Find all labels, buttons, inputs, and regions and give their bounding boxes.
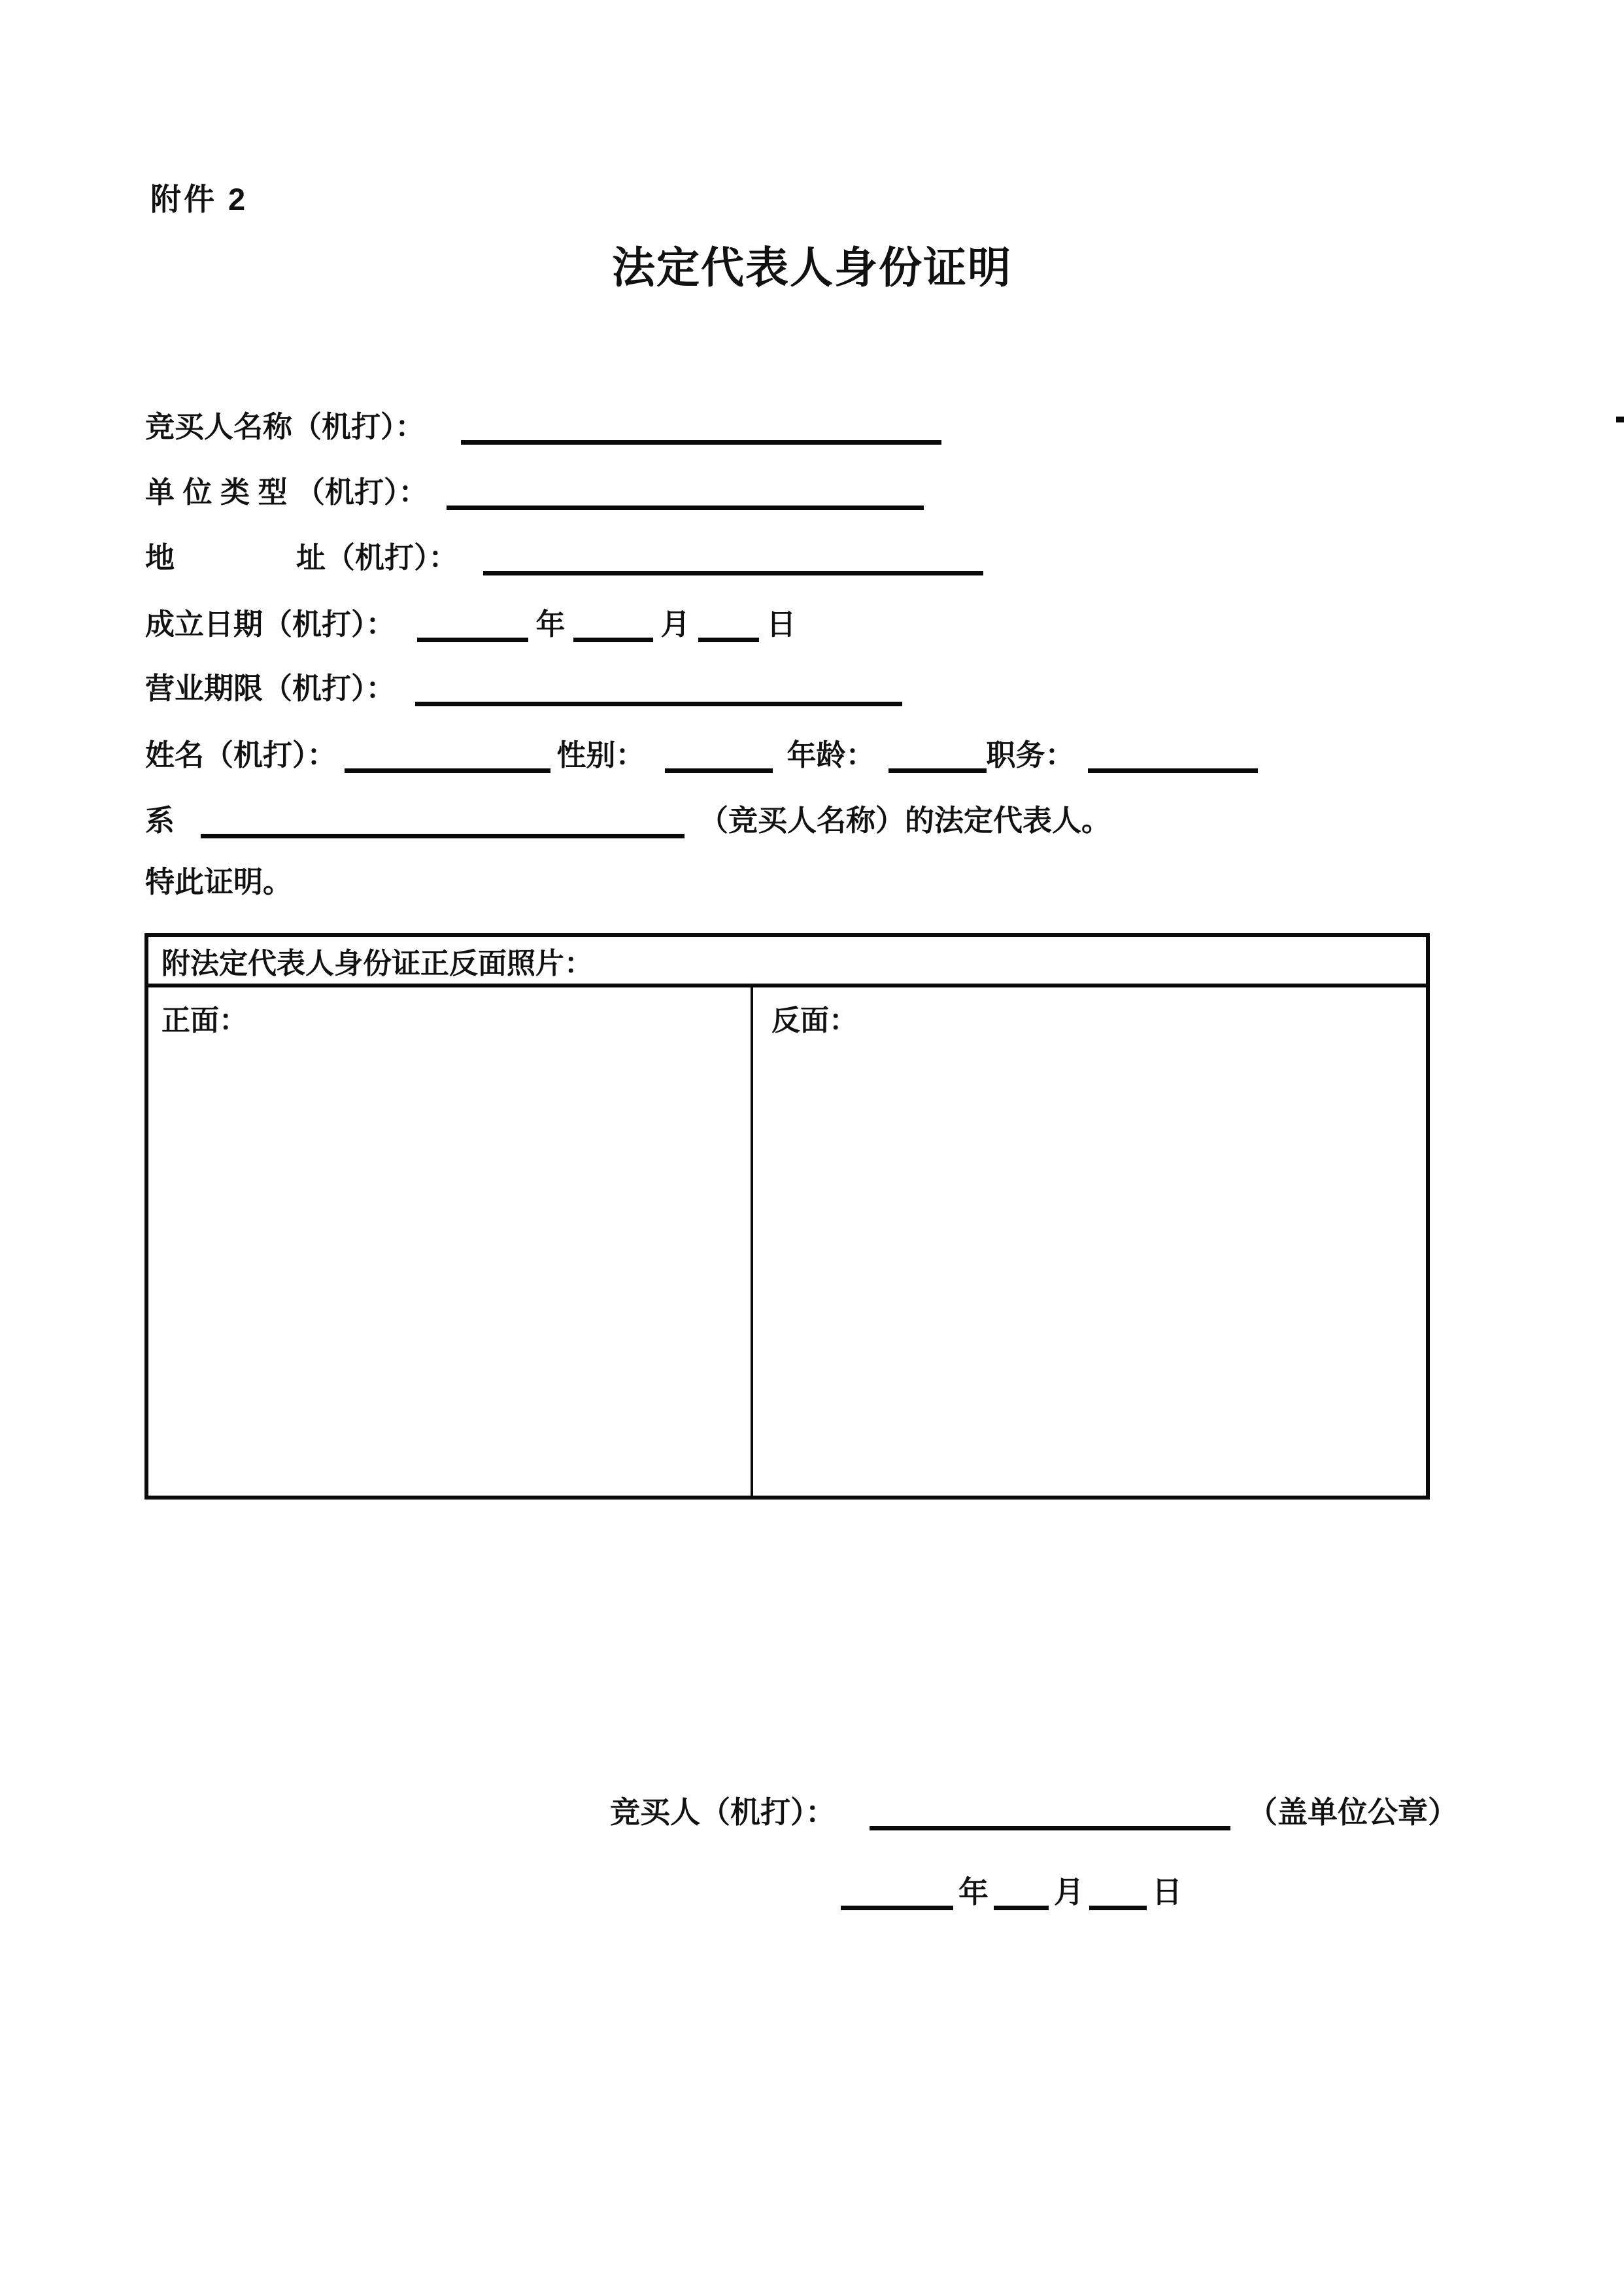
form-row-unit-type (145, 471, 924, 514)
id-photo-table-header (148, 937, 1426, 987)
is-prefix-label: 系 (145, 804, 175, 837)
gender-blank[interactable] (665, 747, 773, 773)
established-month-suffix: 月 (660, 608, 690, 641)
established-day-blank[interactable] (698, 616, 759, 642)
unit-type-label: 单 位 类 型 （机打）： (145, 475, 428, 509)
signature-month-blank[interactable] (994, 1884, 1049, 1910)
id-photo-table-header-label: 附法定代表人身份证正反面照片： (161, 947, 593, 980)
form-row-business-term (145, 667, 902, 710)
id-photo-back-label: 反面： (771, 1004, 858, 1037)
established-year-blank[interactable] (417, 616, 528, 642)
form-row-person-info (145, 734, 1258, 777)
form-row-established-date (145, 603, 796, 646)
attachment-label: 附件 2 (150, 182, 248, 216)
business-term-blank[interactable] (415, 680, 902, 706)
is-suffix-label: （竞买人名称）的法定代表人。 (699, 804, 1111, 837)
person-name-blank[interactable] (345, 747, 550, 773)
document-title: 法定代表人身份证明 (612, 243, 1012, 292)
signature-buyer-label: 竞买人（机打）： (610, 1795, 836, 1829)
buyer-name-blank[interactable] (461, 419, 941, 445)
unit-type-blank[interactable] (447, 484, 924, 510)
established-year-suffix: 年 (535, 608, 566, 641)
business-term-label: 营业期限（机打）： (145, 672, 396, 705)
id-photo-table (144, 933, 1430, 1500)
signature-day-suffix: 日 (1152, 1875, 1182, 1909)
id-photo-front-cell (148, 987, 753, 1496)
form-row-hereby (145, 861, 292, 904)
position-blank[interactable] (1088, 747, 1258, 773)
form-row-buyer-name (145, 405, 941, 449)
buyer-name-label: 竞买人名称（机打）： (145, 410, 425, 443)
address-blank[interactable] (483, 549, 983, 575)
established-date-label: 成立日期（机打）： (145, 608, 396, 641)
company-name-blank[interactable] (201, 812, 685, 838)
signature-row (610, 1791, 1458, 1834)
gender-label: 性别： (556, 738, 645, 772)
seal-note: （盖单位公章） (1247, 1795, 1458, 1829)
hereby-text: 特此证明。 (145, 865, 293, 899)
scan-artifact-dot (1616, 417, 1624, 422)
position-label: 职务： (986, 738, 1075, 772)
age-blank[interactable] (888, 747, 987, 773)
age-label: 年龄： (787, 738, 875, 772)
form-row-representative-statement (145, 799, 1111, 842)
person-name-label: 姓名（机打）： (145, 738, 337, 772)
signature-year-suffix: 年 (958, 1875, 989, 1909)
form-row-address (145, 536, 983, 579)
established-day-suffix: 日 (766, 608, 796, 641)
id-photo-front-label: 正面： (161, 1004, 248, 1037)
signature-date-row (841, 1870, 1182, 1913)
signature-year-blank[interactable] (841, 1884, 953, 1910)
id-photo-table-body (148, 987, 1426, 1496)
signature-month-suffix: 月 (1054, 1875, 1084, 1909)
established-month-blank[interactable] (573, 616, 653, 642)
address-label-part1: 地 (145, 541, 175, 574)
signature-buyer-blank[interactable] (870, 1804, 1230, 1830)
signature-day-blank[interactable] (1089, 1884, 1147, 1910)
address-label-part2: 址（机打）： (296, 541, 458, 574)
id-photo-back-cell (753, 987, 1426, 1496)
